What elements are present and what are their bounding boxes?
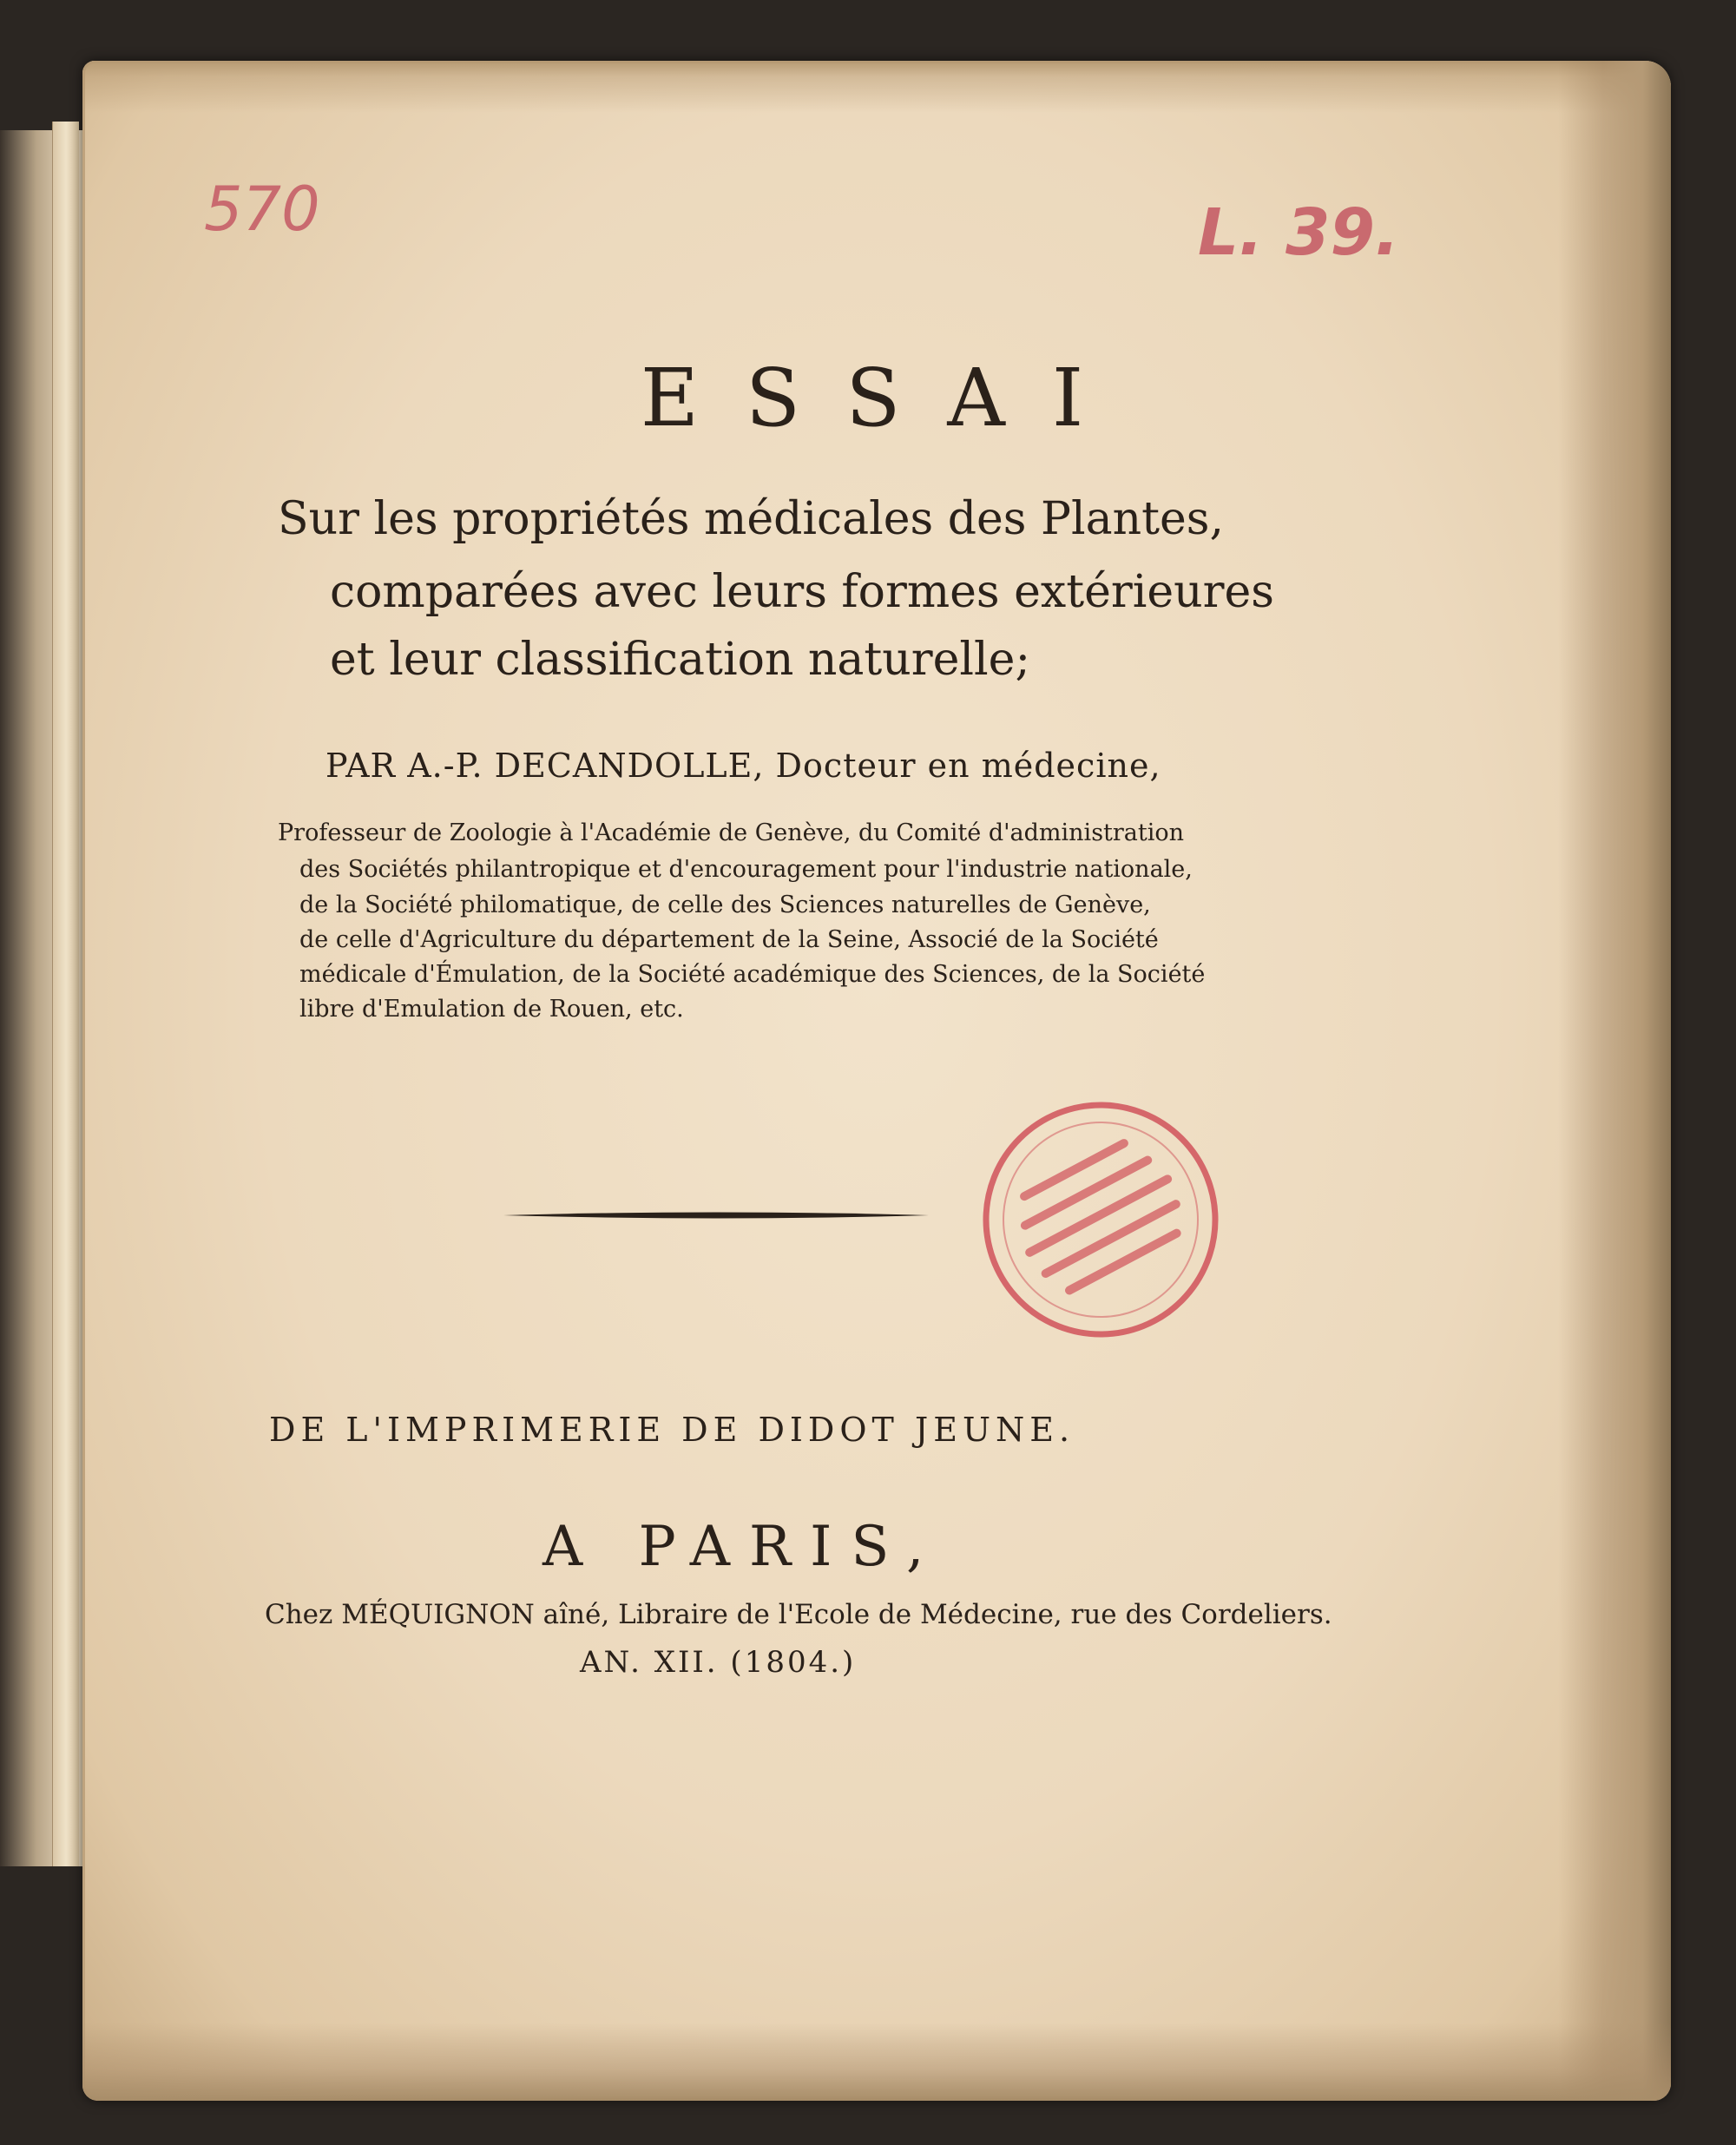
credentials-line-2: des Sociétés philantropique et d'encouragement pour l'industrie nationale, — [299, 856, 1193, 883]
page-title: ESSAI — [640, 352, 1131, 444]
credentials-line-3: de la Société philomatique, de celle des Sciences naturelles de Genève, — [299, 892, 1151, 918]
decorative-rule — [503, 1211, 929, 1220]
date-line: AN. XII. (1804.) — [580, 1645, 857, 1680]
place-line: A PARIS, — [542, 1515, 944, 1579]
publisher-line: Chez MÉQUIGNON aîné, Libraire de l'Ecole de Médecine, rue des Cordeliers. — [265, 1599, 1332, 1630]
page-bottom-edge — [82, 2023, 1671, 2101]
credentials-line-5: médicale d'Émulation, de la Société académique des Sciences, de la Société — [299, 961, 1206, 988]
credentials-line-6: libre d'Emulation de Rouen, etc. — [299, 996, 684, 1023]
author-line: PAR A.-P. DECANDOLLE, Docteur en médecine, — [326, 747, 1161, 785]
page-top-edge — [82, 61, 1671, 113]
subtitle-line-3: et leur classification naturelle; — [330, 634, 1030, 686]
call-mark-note: L. 39. — [1198, 195, 1400, 270]
subtitle-line-1: Sur les propriétés médicales des Plantes, — [278, 493, 1225, 545]
shelf-number-note: 570 — [204, 174, 320, 245]
credentials-line-4: de celle d'Agriculture du département de la Seine, Associé de la Société — [299, 926, 1159, 953]
imprint-line: DE L'IMPRIMERIE DE DIDOT JEUNE. — [269, 1411, 1075, 1449]
credentials-line-1: Professeur de Zoologie à l'Académie de Genève, du Comité d'administration — [278, 819, 1185, 846]
library-stamp-icon — [979, 1098, 1222, 1341]
subtitle-line-2: comparées avec leurs formes extérieures — [330, 566, 1274, 618]
